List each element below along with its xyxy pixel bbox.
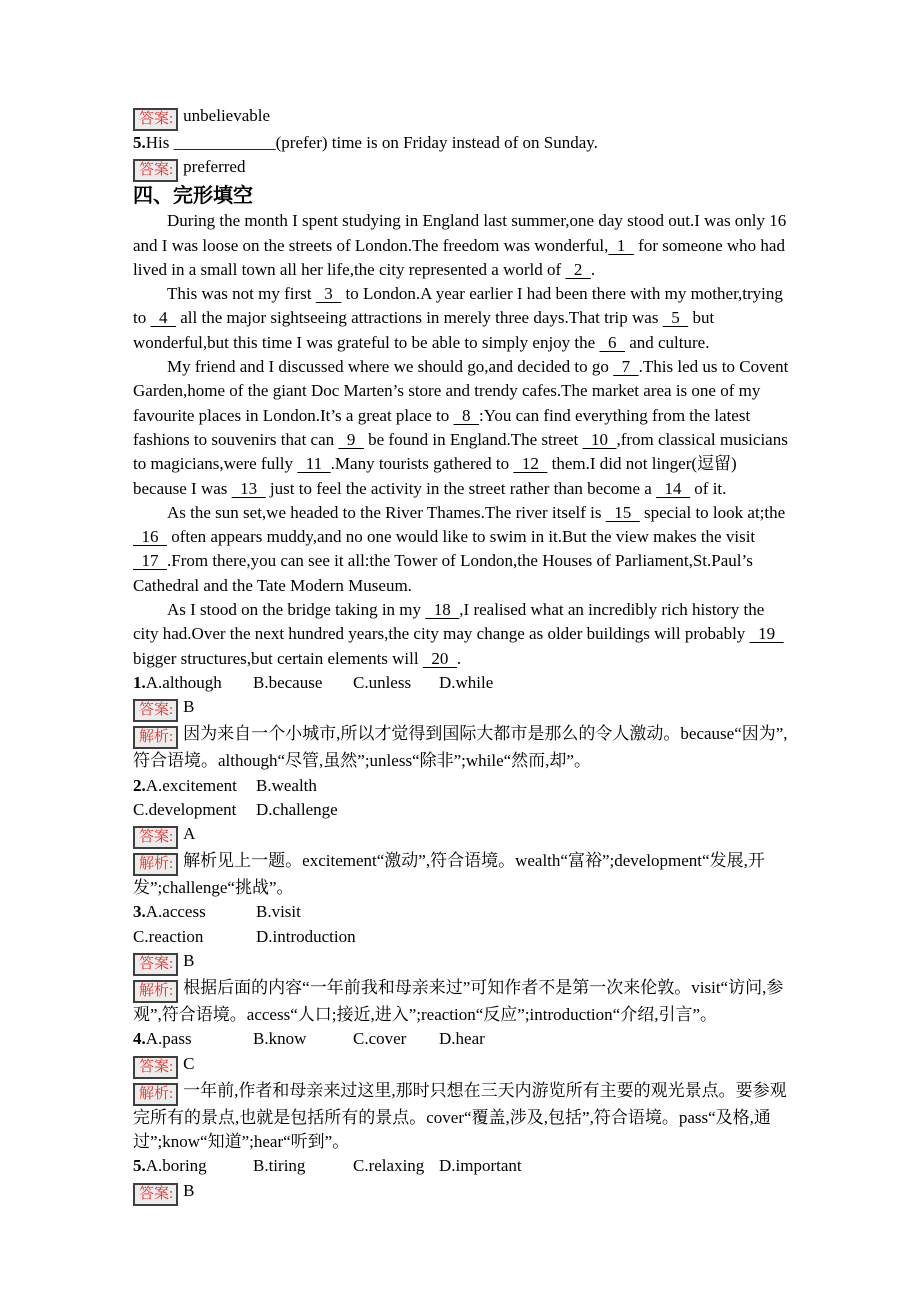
blank-19: 19: [749, 624, 784, 644]
question-options: [133, 671, 791, 695]
item-number: 5.: [133, 133, 146, 152]
blank-16: 16: [133, 527, 167, 547]
passage-paragraph: As I stood on the bridge taking in my 18 ,I realised what an incredibly rich history the city had.Over the next hundred years,the city may change as older buildings will probably 19 bigger structures,but certain elements will 20 .: [133, 600, 784, 668]
answer-line-unbelievable: [133, 104, 791, 131]
question-answer-line: [133, 822, 791, 849]
analysis-text: 一年前,作者和母亲来过这里,那时只想在三天内游览所有主要的观光景点。要参观完所有的景点,也就是包括所有的景点。cover“覆盖,涉及,包括”,符合语境。pass“及格,通过”;know“知道”;hear“听到”。: [133, 1080, 787, 1151]
question-number: 1.: [133, 672, 146, 692]
question-number: 4.: [133, 1029, 146, 1049]
blank-5: 5: [662, 308, 689, 328]
questions-list: [133, 671, 791, 1206]
blank-13: 13: [231, 478, 266, 498]
answer-value: preferred: [183, 157, 246, 177]
question-options: [133, 1154, 791, 1178]
blank-6: 6: [599, 332, 625, 352]
analysis-label: 解析:: [133, 726, 178, 749]
option-row: [133, 1154, 791, 1178]
question-options: [133, 774, 791, 823]
option: D.challenge: [256, 799, 338, 819]
question-options: [133, 900, 791, 949]
answer-line-preferred: [133, 155, 791, 182]
option: 2.A.excitement: [133, 775, 237, 795]
answer-value: C: [183, 1053, 195, 1073]
question-block: [133, 900, 791, 1027]
blank-8: 8: [453, 405, 480, 425]
option-row: [133, 900, 791, 924]
option: C.relaxing: [353, 1156, 425, 1176]
answer-label: 答案:: [133, 1056, 178, 1079]
analysis-text: 根据后面的内容“一年前我和母亲来过”可知作者不是第一次来伦敦。visit“访问,参观”,符合语境。access“人口;接近,进入”;reaction“反应”;introduction“介绍,引言”。: [133, 978, 784, 1025]
option: C.development: [133, 799, 237, 819]
option: 1.A.although: [133, 672, 222, 692]
analysis-label: 解析:: [133, 980, 178, 1003]
passage-paragraph: This was not my first 3 to London.A year earlier I had been there with my mother,trying to 4 all the major sightseeing attractions in merely three days.That trip was 5 but wonderful,but this time I was grateful to be able to simply enjoy the 6 and culture.: [133, 284, 783, 352]
answer-label: 答案:: [133, 826, 178, 849]
option: D.while: [439, 672, 494, 692]
passage-paragraph: As the sun set,we headed to the River Thames.The river itself is 15 special to look at;the 16 often appears muddy,and no one would like to swim in it.But the view makes the visit 17 .From there,you can see it all:the Tower of London,the Houses of Parliament,St.Paul’s Cathedral and the Tate Modern Museum.: [133, 502, 786, 595]
analysis-text: 因为来自一个小城市,所以才觉得到国际大都市是那么的令人激动。because“因为”,符合语境。although“尽管,虽然”;unless“除非”;while“然而,却”。: [133, 724, 788, 771]
question-answer-line: [133, 1052, 791, 1079]
blank-7: 7: [613, 357, 639, 377]
question-analysis-line: [133, 1079, 791, 1155]
answer-label: 答案:: [133, 108, 178, 131]
question-answer-line: [133, 1179, 791, 1206]
option-row: [133, 798, 791, 822]
question-analysis-line: [133, 976, 791, 1027]
analysis-label: 解析:: [133, 853, 178, 876]
answer-label: 答案:: [133, 953, 178, 976]
question-answer-line: [133, 949, 791, 976]
passage-paragraph: My friend and I discussed where we should go,and decided to go 7 .This led us to Covent Garden,home of the giant Doc Marten’s store and trendy cafes.The market area is one of my favourite places in London.It’s a great place to 8 :You can find everything from the latest fashions to souvenirs that can 9 be found in England.The street 10 ,from classical musicians to magicians,were fully 11 .Many tourists gathered to 12 them.I did not linger(逗留) because I was 13 just to feel the activity in the street rather than become a 14 of it.: [133, 357, 789, 498]
document-content: [133, 104, 791, 1206]
question-analysis-line: [133, 849, 791, 900]
fill-item-5: [133, 131, 791, 155]
answer-label: 答案:: [133, 699, 178, 722]
option: C.cover: [353, 1029, 407, 1049]
option: D.important: [439, 1156, 522, 1176]
question-block: [133, 671, 791, 774]
answer-value: B: [183, 951, 195, 971]
passage-paragraph: During the month I spent studying in England last summer,one day stood out.I was only 16 and I was loose on the streets of London.The freedom was wonderful, 1 for someone who had lived in a small town all her life,the city represented a world of 2 .: [133, 211, 787, 279]
blank-12: 12: [513, 454, 548, 474]
blank-3: 3: [315, 284, 342, 304]
option: 4.A.pass: [133, 1029, 192, 1049]
blank-15: 15: [605, 502, 640, 522]
option-row: [133, 1027, 791, 1051]
blank-11: 11: [297, 454, 331, 474]
cloze-passage: [133, 209, 791, 671]
blank-4: 4: [150, 308, 176, 328]
question-block: [133, 1027, 791, 1154]
answer-label: 答案:: [133, 159, 178, 182]
answer-value: B: [183, 697, 195, 717]
option: C.unless: [353, 672, 412, 692]
option: B.because: [253, 672, 323, 692]
answer-value: A: [183, 824, 196, 844]
blank-18: 18: [425, 600, 460, 620]
question-block: [133, 1154, 791, 1205]
option-row: [133, 774, 791, 798]
blank-20: 20: [422, 648, 457, 668]
blank-9: 9: [338, 429, 364, 449]
option: D.introduction: [256, 926, 356, 946]
question-number: 3.: [133, 902, 146, 922]
option: 5.A.boring: [133, 1156, 207, 1176]
analysis-text: 解析见上一题。excitement“激动”,符合语境。wealth“富裕”;development“发展,开发”;challenge“挑战”。: [133, 851, 765, 898]
analysis-label: 解析:: [133, 1083, 178, 1106]
question-block: [133, 774, 791, 901]
question-number: 2.: [133, 775, 146, 795]
question-options: [133, 1027, 791, 1051]
answer-label: 答案:: [133, 1183, 178, 1206]
answer-value: unbelievable: [183, 106, 271, 125]
blank-17: 17: [133, 551, 167, 571]
option-row: [133, 925, 791, 949]
option: C.reaction: [133, 926, 204, 946]
section-heading: 四、完形填空: [133, 183, 253, 208]
option: D.hear: [439, 1029, 485, 1049]
answer-value: B: [183, 1180, 195, 1200]
question-answer-line: [133, 695, 791, 722]
question-number: 5.: [133, 1156, 146, 1176]
item-text: His ____________(prefer) time is on Friday instead of on Sunday.: [145, 133, 598, 152]
option: B.wealth: [256, 775, 317, 795]
option: B.visit: [256, 902, 301, 922]
blank-1: 1: [608, 235, 634, 255]
option-row: [133, 671, 791, 695]
blank-14: 14: [656, 478, 691, 498]
blank-10: 10: [582, 429, 617, 449]
option: B.know: [253, 1029, 307, 1049]
blank-2: 2: [565, 259, 591, 279]
question-analysis-line: [133, 722, 791, 773]
option: 3.A.access: [133, 902, 206, 922]
option: B.tiring: [253, 1156, 306, 1176]
